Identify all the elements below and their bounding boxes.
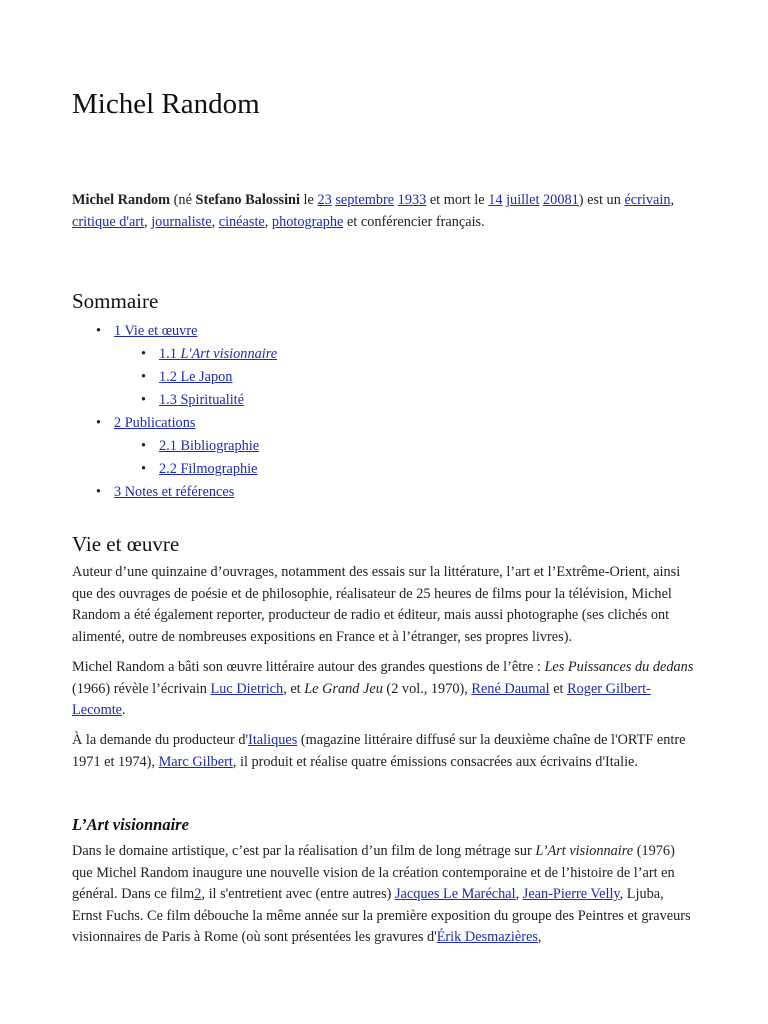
- toc-item: [96, 321, 197, 343]
- toc-link-spiritualite[interactable]: 1.3 Spiritualité: [159, 392, 244, 408]
- section1-paragraph-1: Auteur d’une quinzaine d’ouvrages, notamment des essais sur la littérature, l’art et l’Extrême-Orient, ainsi que des ouvrages de poésie et de philosophie, réalisateur de 25 heures de films pour la télévision, Michel Random a été également reporter, producteur de radio et éditeur, mais aussi photographe (ses clichés ont alimenté, outre de nombreuses expositions en France et à l’étranger, ses propres livres).: [72, 564, 681, 645]
- toc-link-publications[interactable]: 2 Publications: [114, 415, 196, 431]
- subsection-heading-art-visionnaire: L’Art visionnaire: [72, 815, 189, 834]
- link-death-month[interactable]: juillet: [506, 192, 540, 208]
- link-death-day[interactable]: 14: [488, 192, 503, 208]
- film-title: L’Art visionnaire: [535, 843, 634, 859]
- bullet-icon: •: [96, 415, 102, 431]
- toc-link-japon[interactable]: 1.2 Le Japon: [159, 369, 233, 385]
- link-jacques-le-marechal[interactable]: Jacques Le Maréchal: [394, 886, 516, 902]
- toc-item: [96, 413, 195, 435]
- toc-item: [141, 390, 244, 412]
- toc-heading: Sommaire: [72, 289, 159, 313]
- bullet-icon: •: [96, 323, 102, 339]
- toc-link-notes-references[interactable]: 3 Notes et références: [114, 484, 235, 500]
- link-birth-month[interactable]: septembre: [335, 192, 395, 208]
- footnote-ref-1[interactable]: 1: [571, 192, 579, 208]
- link-italiques[interactable]: Italiques: [248, 732, 298, 748]
- link-ecrivain[interactable]: écrivain: [624, 192, 671, 208]
- bullet-icon: •: [141, 461, 147, 477]
- link-marc-gilbert[interactable]: Marc Gilbert: [158, 753, 233, 770]
- link-journaliste[interactable]: journaliste: [151, 213, 212, 230]
- toc-item: [141, 344, 277, 366]
- book-title: Les Puissances du dedans: [544, 659, 694, 675]
- link-roger-gilbert-lecomte[interactable]: Roger Gilbert-Lecomte: [72, 680, 651, 718]
- toc-item: [96, 482, 234, 504]
- subsection1-paragraph-1: Dans le domaine artistique, c’est par la réalisation d’un film de long métrage sur L’Art visionnaire (1976) que Michel Random inaugure une nouvelle vision de la création contemporaine et de l’histoire de l’art en général. Dans ce film2, il s'entretient avec (entre autres) Jacques Le Maréchal, Jean-Pierre Velly, Ljuba, Ernst Fuchs. Ce film débouche la même année sur la première exposition du groupe des Peintres et graveurs visionnaires de Paris à Rome (où sont présentées les gravures d'Érik Desmazières,: [72, 843, 691, 945]
- section-heading-vie-oeuvre: Vie et œuvre: [72, 532, 180, 556]
- bullet-icon: •: [141, 392, 147, 408]
- toc-link-vie-oeuvre[interactable]: 1 Vie et œuvre: [114, 323, 198, 339]
- toc-link-art-visionnaire[interactable]: 1.1 L'Art visionnaire: [159, 346, 278, 362]
- toc-item: [141, 459, 257, 481]
- link-luc-dietrich[interactable]: Luc Dietrich: [210, 680, 284, 697]
- bullet-icon: •: [141, 346, 147, 362]
- link-critique-art[interactable]: critique d'art: [72, 213, 145, 230]
- link-birth-day[interactable]: 23: [317, 192, 332, 208]
- bullet-icon: •: [141, 438, 147, 454]
- intro-paragraph: Michel Random (né Stefano Balossini le 23 septembre 1933 et mort le 14 juillet 20081) est un écrivain, critique d'art, journaliste, cinéaste, photographe et conférencier français.: [72, 192, 675, 230]
- toc-item: [141, 436, 259, 458]
- toc-link-filmographie[interactable]: 2.2 Filmographie: [159, 461, 258, 477]
- link-jean-pierre-velly[interactable]: Jean-Pierre Velly: [522, 886, 620, 902]
- birth-name: Stefano Balossini: [195, 192, 300, 208]
- toc-item: [141, 367, 232, 389]
- link-death-year[interactable]: 2008: [543, 192, 572, 208]
- bullet-icon: •: [141, 369, 147, 385]
- link-cineaste[interactable]: cinéaste: [218, 213, 265, 230]
- toc-link-bibliographie[interactable]: 2.1 Bibliographie: [159, 438, 260, 454]
- link-birth-year[interactable]: 1933: [397, 192, 427, 208]
- section1-paragraph-2: Michel Random a bâti son œuvre littéraire autour des grandes questions de l’être : Les Puissances du dedans (1966) révèle l’écrivain Luc Dietrich, et Le Grand Jeu (2 vol., 1970), René Daumal et Roger Gilbert-Lecomte.: [72, 659, 694, 718]
- section1-paragraph-3: À la demande du producteur d'Italiques (magazine littéraire diffusé sur la deuxième chaîne de l'ORTF entre 1971 et 1974), Marc Gilbert, il produit et réalise quatre émissions consacrées aux écrivains d'Italie.: [72, 732, 686, 770]
- link-erik-desmazieres[interactable]: Érik Desmazières: [436, 929, 538, 945]
- footnote-ref-2[interactable]: 2: [194, 886, 202, 902]
- page-title: Michel Random: [72, 88, 260, 120]
- book-title: Le Grand Jeu: [304, 680, 383, 697]
- subject-name: Michel Random: [72, 192, 171, 208]
- link-photographe[interactable]: photographe: [271, 213, 344, 230]
- link-rene-daumal[interactable]: René Daumal: [471, 680, 550, 697]
- bullet-icon: •: [96, 484, 102, 500]
